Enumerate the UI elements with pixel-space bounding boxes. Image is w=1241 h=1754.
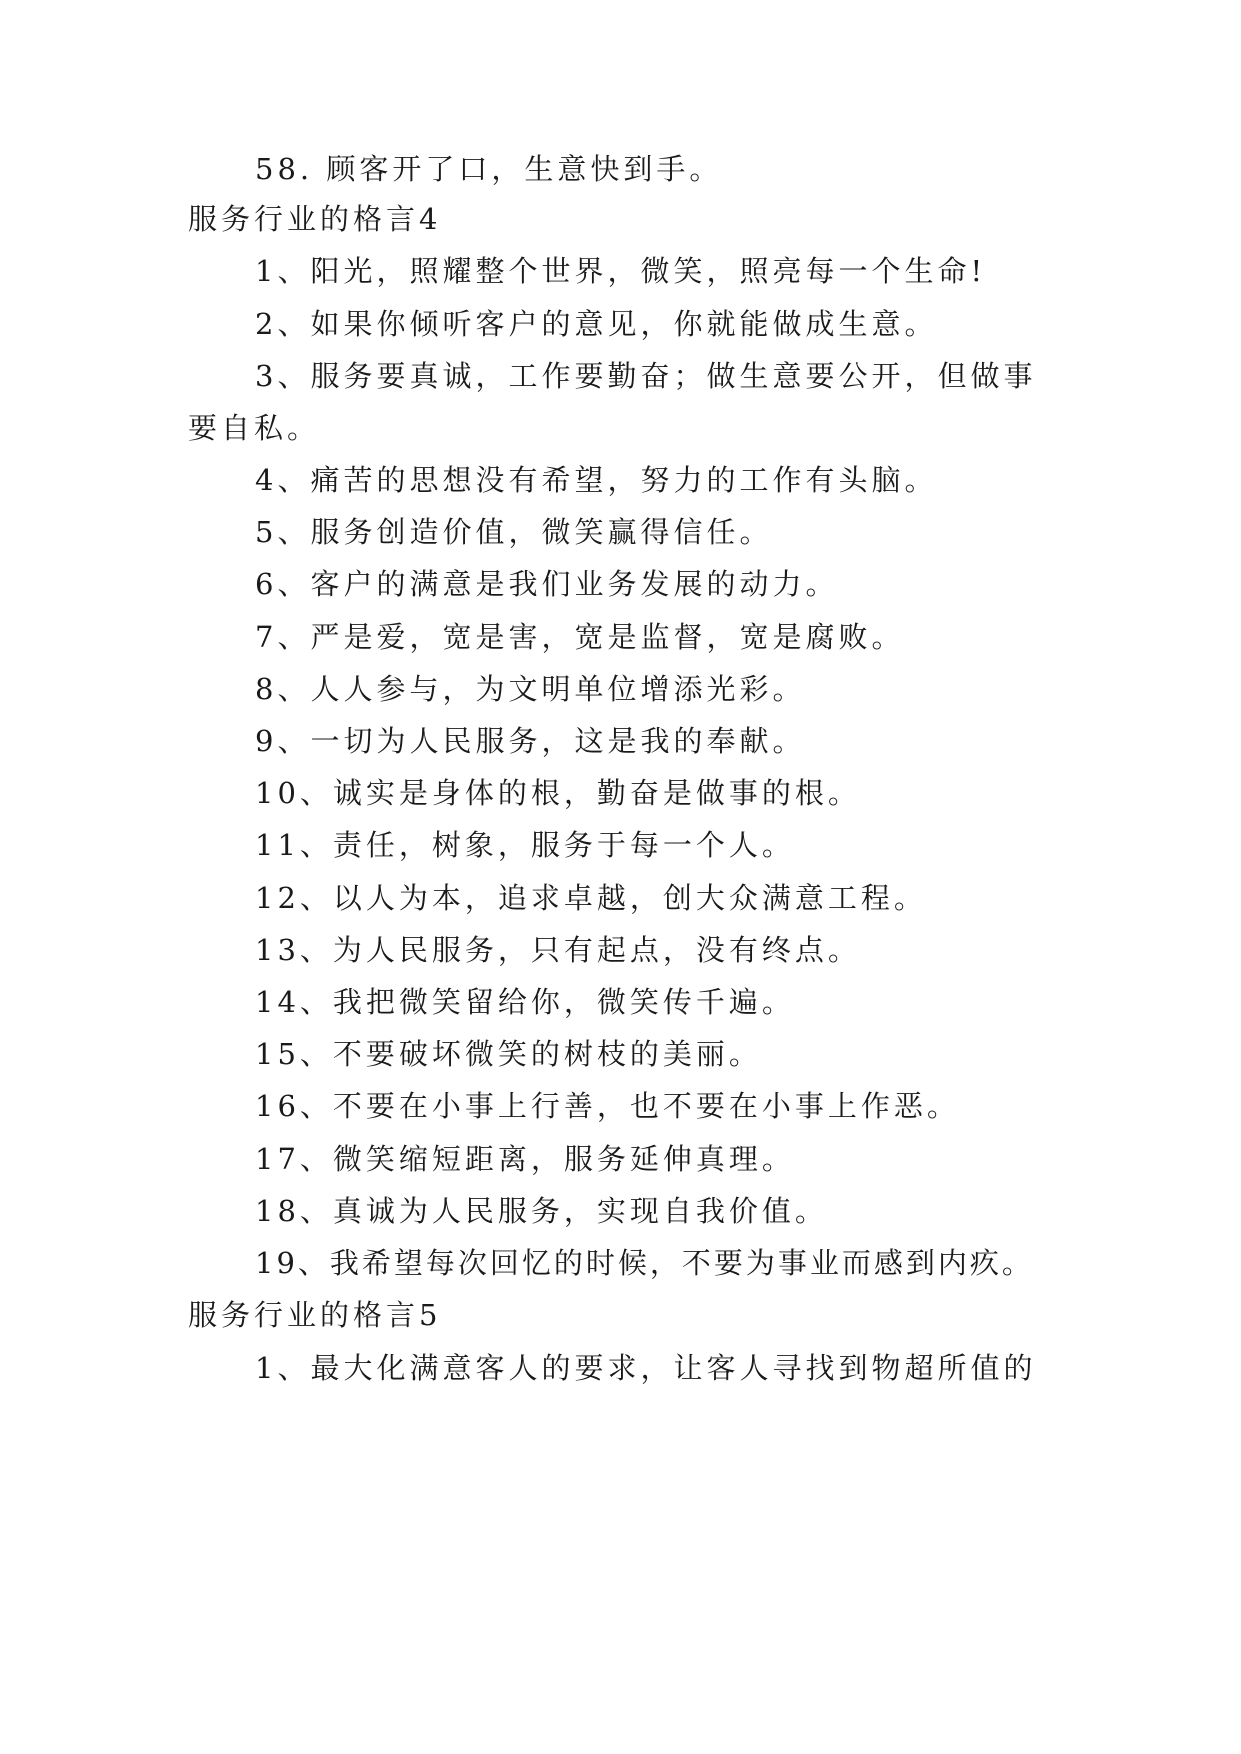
text-line: 6、客户的满意是我们业务发展的动力。 <box>255 567 839 601</box>
text-line: 18、真诚为人民服务，实现自我价值。 <box>255 1194 828 1228</box>
text-line: 58. 顾客开了口，生意快到手。 <box>255 152 723 186</box>
text-line: 9、一切为人民服务，这是我的奉献。 <box>255 724 806 758</box>
text-line: 4、痛苦的思想没有希望，努力的工作有头脑。 <box>255 463 938 497</box>
text-line: 15、不要破坏微笑的树枝的美丽。 <box>255 1037 762 1071</box>
text-line: 16、不要在小事上行善，也不要在小事上作恶。 <box>255 1089 960 1123</box>
text-line: 1、阳光，照耀整个世界，微笑，照亮每一个生命! <box>255 254 987 288</box>
text-line: 13、为人民服务，只有起点，没有终点。 <box>255 933 861 967</box>
text-line: 19、我希望每次回忆的时候，不要为事业而感到内疚。 <box>255 1246 1034 1280</box>
section-heading: 服务行业的格言5 <box>188 1298 442 1332</box>
text-line: 3、服务要真诚，工作要勤奋；做生意要公开，但做事 <box>255 359 1037 393</box>
text-line: 8、人人参与，为文明单位增添光彩。 <box>255 672 806 706</box>
text-line: 14、我把微笑留给你，微笑传千遍。 <box>255 985 795 1019</box>
text-line: 5、服务创造价值，微笑赢得信任。 <box>255 515 773 549</box>
text-line: 1、最大化满意客人的要求，让客人寻找到物超所值的 <box>255 1351 1037 1385</box>
text-line-continuation: 要自私。 <box>188 411 321 445</box>
text-line: 7、严是爱，宽是害，宽是监督，宽是腐败。 <box>255 620 905 654</box>
text-line: 10、诚实是身体的根，勤奋是做事的根。 <box>255 776 861 810</box>
section-heading: 服务行业的格言4 <box>188 202 442 236</box>
text-line: 17、微笑缩短距离，服务延伸真理。 <box>255 1142 795 1176</box>
text-line: 12、以人为本，追求卓越，创大众满意工程。 <box>255 881 927 915</box>
text-line: 2、如果你倾听客户的意见，你就能做成生意。 <box>255 307 938 341</box>
text-line: 11、责任，树象，服务于每一个人。 <box>255 828 795 862</box>
